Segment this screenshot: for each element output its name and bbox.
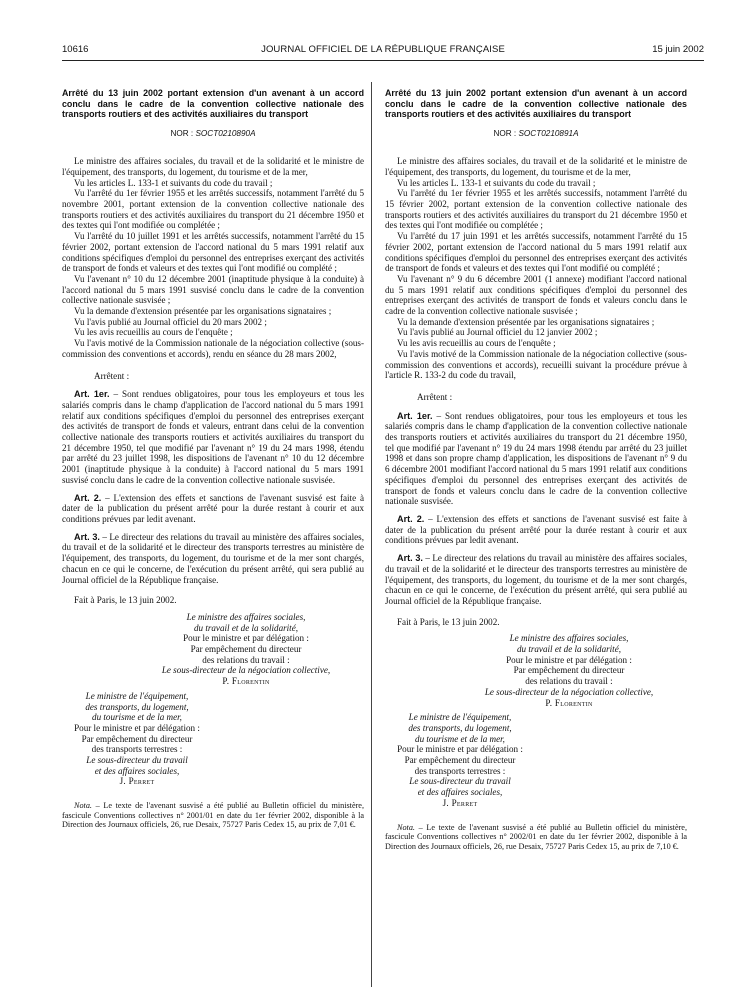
article-label: Art. 1er. — [74, 389, 110, 400]
visa-paragraph: Vu les avis recueillis au cours de l'enquête ; — [74, 327, 233, 338]
article-label: Art. 3. — [397, 553, 423, 564]
visa-paragraph: Vu l'avenant n° 10 du 12 décembre 2001 (inaptitude physique à la conduite) à l'accord national du 5 mars 1991 susvisé conclu dans le cadre de la convention collective nationale susvisée ; — [62, 273, 364, 306]
nor-reference — [385, 129, 687, 140]
footnote-label: Nota. — [74, 801, 92, 811]
article-text: – L'extension des effets et sanctions de l'avenant susvisé est faite à dater de la publication du présent arrêté pour la durée restant à courir et aux conditions prévues par ledit avenant. — [62, 492, 364, 524]
signature-line: des transports terrestres : — [91, 744, 183, 755]
arrete-heading: Arrêtent : — [417, 391, 453, 402]
signatory-name: P. Florentin — [222, 676, 270, 687]
signature-block-equipment — [62, 691, 364, 787]
signature-line: Par empêchement du directeur — [190, 644, 302, 655]
footnote-body: – Le texte de l'avenant susvisé a été publié au Bulletin officiel du ministère, fascicule Conventions collectives n° 2002/01 en date du 1er février 2002, disponible à la Direction des Journaux officiels, 26, rue Desaix, 75727 Paris Cedex 15, au prix de 7,10 €. — [385, 822, 687, 851]
footnote-label: Nota. — [397, 822, 415, 832]
visa-paragraph: Vu l'avis motivé de la Commission nationale de la négociation collective (sous-commission des conventions et accords), recueilli suivant la procédure prévue à l'article R. 133-2 du code du travail, — [385, 348, 687, 381]
signature-line: Par empêchement du directeur — [513, 665, 625, 676]
signature-block-social — [62, 612, 364, 687]
signature-line: Le sous-directeur du travail — [409, 776, 511, 787]
signature-line: Pour le ministre et par délégation : — [397, 744, 523, 755]
visa-paragraph: Vu l'avis motivé de la Commission nationale de la négociation collective (sous-commission des conventions et accords), rendu en séance du 28 mars 2002, — [62, 338, 364, 359]
left-column — [62, 88, 364, 830]
article-3 — [385, 553, 687, 607]
article-text: – L'extension des effets et sanctions de l'avenant susvisé est faite à dater de la publication du présent arrêté pour la durée restant à courir et aux conditions prévues par ledit avenant. — [385, 514, 687, 546]
nor-reference — [62, 129, 364, 140]
signatory-name: J. Perret — [442, 797, 478, 808]
signature-line: Le ministre des affaires sociales, — [509, 633, 629, 644]
nor-label: NOR : — [170, 128, 194, 138]
decree-title: Arrêté du 13 juin 2002 portant extension d'un avenant à un accord conclu dans le cadre de la convention collective nationale des transports routiers et des activités auxiliaires du transport — [385, 88, 687, 119]
signature-line: des relations du travail : — [525, 676, 613, 687]
footnote — [62, 801, 364, 830]
issue-date: 15 juin 2002 — [652, 44, 704, 55]
signatory-name: J. Perret — [119, 776, 155, 787]
article-label: Art. 2. — [74, 492, 102, 503]
article-text: – Sont rendues obligatoires, pour tous les employeurs et tous les salariés compris dans le champ d'application de l'accord national du 5 mars 1991 relatif aux conditions spécifiques d'emploi du personnel des entreprises exerçant des activités de transport de fonds et valeurs, entrant dans celui de la convention collective nationale des transports routiers et activités auxiliaires du transport du 21 décembre 1950, tel que modifié par l'avenant n° 19 du 24 mars 1998, étendu par arrêté du 23 juillet 1998, les dispositions de l'avenant n° 10 du 12 décembre 2001 (inaptitude physique à la conduite) à l'accord national du 5 mars 1991 susvisé conclu dans le cadre de la convention collective nationale susvisée. — [62, 389, 364, 485]
visa-paragraph: Vu les articles L. 133-1 et suivants du code du travail ; — [74, 177, 273, 188]
signature-line: des transports, du logement, — [408, 722, 512, 733]
article-1 — [62, 389, 364, 485]
header-rule — [62, 60, 704, 61]
article-2 — [385, 514, 687, 546]
signature-line: Pour le ministre et par délégation : — [183, 633, 309, 644]
decree-title: Arrêté du 13 juin 2002 portant extension d'un avenant à un accord conclu dans le cadre de la convention collective nationale des transports routiers et des activités auxiliaires du transport — [62, 88, 364, 119]
visa-paragraph: Vu les avis recueillis au cours de l'enquête ; — [397, 338, 556, 349]
signature-line: et des affaires sociales, — [417, 787, 503, 798]
signature-line: Le sous-directeur de la négociation collective, — [161, 665, 331, 676]
article-label: Art. 1er. — [397, 410, 433, 421]
signatory-name: P. Florentin — [545, 697, 593, 708]
page-number: 10616 — [62, 44, 89, 55]
signature-line: des relations du travail : — [202, 654, 290, 665]
signature-line: Pour le ministre et par délégation : — [74, 722, 200, 733]
signature-block-equipment — [385, 712, 687, 808]
article-label: Art. 3. — [74, 531, 100, 542]
right-column — [385, 88, 687, 851]
visa-paragraph: Vu les articles L. 133-1 et suivants du code du travail ; — [397, 177, 596, 188]
visa-paragraph: Vu l'arrêté du 10 juillet 1991 et les arrêtés successifs, notamment l'arrêté du 15 février 2002, portant extension de l'accord national du 5 mars 1991 relatif aux conditions spécifiques d'emploi du personnel des entreprises exerçant des activités de transport de fonds et valeurs et des textes qui l'ont modifié ou complété ; — [62, 231, 364, 274]
article-3 — [62, 532, 364, 586]
signature-line: Par empêchement du directeur — [81, 733, 193, 744]
article-text: – Sont rendues obligatoires, pour tous les employeurs et tous les salariés compris dans le champ d'application de la convention collective nationale des transports routiers et activités auxiliaires du transport du 21 décembre 1950, tel que modifié par l'avenant n° 19 du 24 mars 1998 étendu par arrêté du 23 juillet 1998 et dans son propre champ d'application, les dispositions de l'avenant n° 9 du 6 décembre 2001 modifiant l'accord national du 5 mars 1991 relatif aux conditions spécifiques d'emploi du personnel des entreprises exerçant des activités de transport de fonds et valeurs conclu dans le cadre de la convention collective nationale susvisée. — [385, 410, 687, 507]
signature-line: Pour le ministre et par délégation : — [506, 654, 632, 665]
visa-paragraph: Vu l'arrêté du 17 juin 1991 et les arrêtés successifs, notamment l'arrêté du 15 février 2002, portant extension de l'accord national du 5 mars 1991 relatif aux conditions spécifiques d'emploi du personnel des entreprises exerçant des activités de transport de fonds et valeurs et des textes qui l'ont modifié ou complété ; — [385, 231, 687, 274]
signature-line: du travail et de la solidarité, — [516, 644, 622, 655]
visa-paragraph: Vu l'arrêté du 1er février 1955 et les arrêtés successifs, notamment l'arrêté du 5 novembre 2001, portant extension de la convention collective nationale des transports routiers et des activités auxiliaires du transport du 21 décembre 1950 et des textes qui l'ont modifiée ou complétée ; — [62, 188, 364, 231]
visa-paragraph: Vu la demande d'extension présentée par les organisations signataires ; — [74, 306, 332, 317]
nor-code: SOCT0210890A — [195, 128, 256, 138]
signature-line: du travail et de la solidarité, — [193, 622, 299, 633]
article-2 — [62, 493, 364, 525]
preamble-paragraph: Le ministre des affaires sociales, du travail et de la solidarité et le ministre de l'équipement, des transports, du logement, du tourisme et de la mer, — [62, 156, 364, 177]
article-1 — [385, 411, 687, 507]
nor-code: SOCT0210891A — [518, 128, 579, 138]
signing-place-date: Fait à Paris, le 13 juin 2002. — [74, 595, 177, 606]
journal-title: JOURNAL OFFICIEL DE LA RÉPUBLIQUE FRANÇAISE — [261, 44, 505, 55]
visa-paragraph: Vu la demande d'extension présentée par les organisations signataires ; — [397, 316, 655, 327]
signature-line: du tourisme et de la mer, — [92, 712, 182, 723]
signature-line: Le sous-directeur de la négociation collective, — [484, 686, 654, 697]
preamble-paragraph: Le ministre des affaires sociales, du travail et de la solidarité et le ministre de l'équipement, des transports, du logement, du tourisme et de la mer, — [385, 156, 687, 177]
signature-line: des transports terrestres : — [414, 765, 506, 776]
article-text: – Le directeur des relations du travail au ministère des affaires sociales, du travail et de la solidarité et le directeur des transports terrestres au ministère de l'équipement, des transports, du logement, du tourisme et de la mer sont chargés, chacun en ce qui le concerne, de l'exécution du présent arrêté, qui sera publié au Journal officiel de la République française. — [62, 531, 364, 585]
signature-line: Le ministre de l'équipement, — [85, 690, 189, 701]
visa-paragraph: Vu l'avenant n° 9 du 6 décembre 2001 (1 annexe) modifiant l'accord national du 5 mars 1991 relatif aux conditions spécifiques d'emploi du personnel des entreprises exerçant des activités de transport de fonds et valeurs conclu dans le cadre de la convention collective nationale susvisée ; — [385, 273, 687, 317]
signature-line: du tourisme et de la mer, — [415, 733, 505, 744]
footnote-body: – Le texte de l'avenant susvisé a été publié au Bulletin officiel du ministère, fascicule Conventions collectives n° 2001/01 en date du 1er février 2002, disponible à la Direction des Journaux officiels, 26, rue Desaix, 75727 Paris Cedex 15, au prix de 7,01 €. — [62, 801, 364, 830]
signature-line: et des affaires sociales, — [94, 765, 180, 776]
article-text: – Le directeur des relations du travail au ministère des affaires sociales, du travail et de la solidarité et le directeur des transports terrestres au ministère de l'équipement, des transports, du logement, du tourisme et de la mer sont chargés, chacun en ce qui le concerne, de l'exécution du présent arrêté, qui sera publié au Journal officiel de la République française. — [385, 553, 687, 606]
footnote-text — [62, 801, 364, 830]
arrete-heading: Arrêtent : — [94, 370, 130, 381]
signature-line: Le sous-directeur du travail — [86, 755, 188, 766]
signature-line: des transports, du logement, — [85, 701, 189, 712]
visa-paragraph: Vu l'avis publié au Journal officiel du 12 janvier 2002 ; — [397, 327, 598, 338]
visa-paragraph: Vu l'arrêté du 1er février 1955 et les arrêtés successifs, notamment l'arrêté du 15 février 2002, portant extension de la convention collective nationale des transports routiers et des activités auxiliaires du transport du 21 décembre 1950 et des textes qui l'ont modifiée ou complétée ; — [385, 188, 687, 231]
visa-paragraph: Vu l'avis publié au Journal officiel du 20 mars 2002 ; — [74, 316, 267, 327]
article-label: Art. 2. — [397, 514, 425, 524]
signature-line: Le ministre des affaires sociales, — [186, 611, 306, 622]
signing-place-date: Fait à Paris, le 13 juin 2002. — [397, 616, 500, 627]
nor-label: NOR : — [493, 128, 517, 138]
footnote — [385, 823, 687, 852]
signature-line: Le ministre de l'équipement, — [408, 712, 512, 723]
page-header — [62, 44, 704, 58]
column-divider — [371, 82, 372, 987]
footnote-text — [385, 823, 687, 852]
signature-block-social — [385, 633, 687, 708]
signature-line: Par empêchement du directeur — [404, 755, 516, 766]
